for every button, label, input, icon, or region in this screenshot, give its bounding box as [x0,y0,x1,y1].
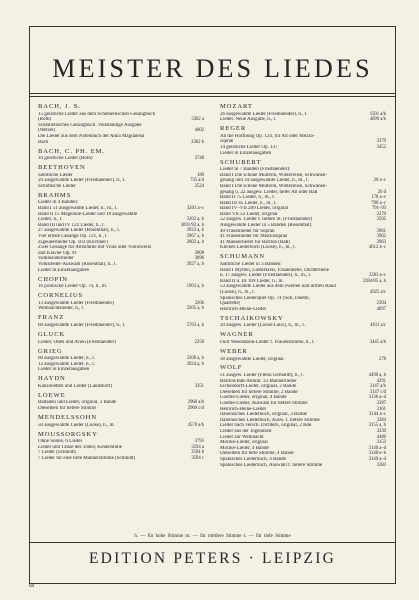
catalog-entry [38,456,204,462]
entry-title: 52 ausgew. Lieder f. tiefere St. (Friedlaender) [220,217,313,223]
entry-title: Spanisches Liederbuch, Auswahl f. tiefere Stimme [220,462,323,468]
edition-number: 791–93 [371,206,386,212]
edition-number: 3896 [194,256,204,262]
composer-heading: CORNELIUS [38,292,84,300]
entry-title: u. 17 ausgew. Lieder (Friedlaender), h., m., t. [220,273,312,279]
voice-key-footnote: h. — für hohe Stimme m. — für mittlere Stimme t. — für tiefe Stimme [134,534,291,539]
entry-title: (Loose), h., m., t. [220,289,255,295]
entry-title: gesang und 34 ausgewählte Lieder, h., m., t. [220,178,309,184]
edition-number: 20 a–c [373,178,386,184]
edition-number: 3924 a, b [186,361,204,367]
catalog-entry [38,384,204,390]
composer-heading: FRANZ [38,314,65,322]
title-rule [30,93,395,94]
catalog-entry [220,340,386,346]
entry-title: 15 geistliche Lieder aus dem Schemellischen Gesangbuch [38,111,156,117]
catalog-entry [38,184,204,190]
edition-number: 3339 [376,429,386,435]
edition-number: 3351 [194,383,204,389]
publisher-rule [30,542,395,543]
catalog-entry [220,245,386,251]
entry-title: Band IV–VII 289 Lieder, original [220,206,289,212]
entry-title: 27 ausgewählte Lieder (Rosenthal), h., t. [38,228,120,234]
entry-title: Mörike-Lieder, 4 Bände [220,445,269,451]
catalog-entry [38,268,204,274]
edition-number: 4490 a, b [368,373,386,379]
left-column [38,103,204,464]
entry-title: 41 Frauenlieder für Mezzosopran [220,234,288,240]
catalog-entry [38,284,204,290]
composer-heading: MOUSSORGSKY [38,430,98,438]
edition-number: 735 a/4 [190,178,204,184]
entry-title: 7 Lieder für eine tiefe Männerstimme (Schmidt) [38,455,136,461]
entry-title: Band I Die schöne Müllerin, Winterreise, Schwanen- [220,183,328,189]
right-column [220,103,386,471]
entry-title: Volkslieder-Auswahl (Rosenthal), h., t. [38,262,117,268]
entry-title: 50 ausgewählte Lieder (Loose), h., m. [38,422,115,428]
entry-title: 60 ausgewählte Lieder, h., t. [38,356,95,362]
edition-number: 4611 a/c [370,323,386,329]
edition-number: 4291 [376,378,386,384]
edition-number: 3144 a–c [368,412,386,418]
entry-title: Lieder. Neue Ausgabe, h., t. [220,117,277,123]
composer-heading: LOEWE [38,391,66,399]
composer-section [38,276,204,290]
edition-number: 3967 a, b [186,234,204,240]
catalog-entry [38,140,204,146]
entry-title: Lieder in Einzelausgaben [38,367,90,373]
catalog-entry [38,156,204,162]
entry-title: 13 ausgewählte Lieder (Friedlaender) [38,300,114,306]
entry-title: 14 geistliche Lieder Op. 137 [220,144,278,150]
entry-title: Band III und IV 122 Lieder, h., t. [38,222,105,228]
catalog-entry [38,406,204,412]
entry-title: 20 ausgew. Lieder (Loose-Laux), h., m., t. [220,323,306,329]
entry-title: Sämtliche Lieder in 3 Bänden: [220,262,282,268]
edition-number: 3201 a–c [186,206,204,212]
composer-heading: MOZART [220,103,253,110]
edition-number: 3149 a–d [368,456,386,462]
composer-section [220,331,386,345]
edition-number: 5763 a, b [186,322,204,328]
entry-title: Mörike-Lieder, original [220,440,268,446]
entry-title: Lieder zur Weihnacht [220,434,264,440]
entry-title: Vier ernste Gesänge Op. 121, h., t. [38,234,108,240]
page-number: 68 [29,584,34,589]
edition-number: 3927 a, b [186,262,204,268]
edition-number: 4699 a/b [369,117,386,123]
edition-number: 3961 [376,228,386,234]
edition-number: 3136 a–d [368,395,386,401]
edition-number: 3452 [376,144,386,150]
edition-number: 3691/92 a, b [180,222,204,228]
edition-number: 3140 a–d [368,445,386,451]
composer-section [38,103,204,145]
entry-title: Lieder, Oden und Arien (Friedlaender) [38,339,116,345]
edition-number: 3445 a/b [369,339,386,345]
entry-title: (Roth) [38,117,52,123]
entry-title: An die Hoffnung Op. 124, für Alt oder Mezzo- [220,133,315,139]
composer-heading: SCHUBERT [220,158,262,166]
entry-title: Kanzonetten und Lieder (Landshoff) [38,383,113,389]
composer-heading: BEETHOVEN [38,164,86,172]
composer-section [220,315,386,329]
entry-title: Lieder in Einzelausgaben [38,267,90,273]
entry-title: Lieder nach versch. Dichtern, original, 2 Bde. [220,423,313,429]
catalog-entry [38,340,204,346]
edition-number: 178 a–c [371,195,386,201]
composer-section [220,364,386,468]
edition-number: 3963 [376,239,386,245]
edition-number: 3962 [376,234,386,240]
entry-title: Kleines Liederbuch (Loose), h., m., t. [220,245,296,251]
composer-section [38,414,204,428]
composer-section [38,192,204,273]
composer-section [220,348,386,362]
entry-title: Bariton/Baß-Album: 33 Männerlieder [220,378,297,384]
entry-title: Schottische Lieder [38,183,76,189]
entry-title: Schemellisches Gesangbuch. Vollständige Ausgabe [38,122,142,128]
entry-title: Balladen und Lieder, original, 2 Bände [38,400,117,406]
entry-title: Lieder und Tänze des Todes; Kinderstube [38,444,122,450]
entry-title: Spanisches Liederbuch, 4 Bände [220,456,286,462]
entry-title: Band II u. III 169 Lieder, h., m. [220,278,284,284]
entry-title: 51 ausgew. Lieder (Fleiss Gerhardt), h., t. [220,373,304,379]
edition-number: 4612 a–c [368,245,386,251]
edition-number: 3147 c/d [369,389,386,395]
entry-title: Bach [38,139,49,145]
composer-section [38,314,204,328]
edition-number: 2524 [194,183,204,189]
entry-title: sopran [220,139,234,145]
entry-title: Fünf Wesendonk-Lieder f. Frauenstimme, h., t. [220,339,315,345]
composer-heading: REGER [220,125,247,133]
edition-number: 20 d [377,189,386,195]
composer-heading: WAGNER [220,331,254,339]
edition-number: 3594 c [191,455,204,461]
edition-number: 4570 a/b [187,422,204,428]
edition-number: 278 [378,356,386,362]
composer-section [38,375,204,389]
catalog-entry [38,423,204,429]
entry-title: Quartette) [220,301,241,307]
composer-heading: BACH, J. S. [38,103,81,110]
composer-heading: MENDELSSOHN [38,414,97,422]
entry-title: Italienisches Liederbuch, original, 3 Bände [220,412,307,418]
catalog-entry [220,357,386,363]
edition-number: 4602 [194,128,204,134]
edition-number [383,151,386,157]
composer-heading: BACH, C. PH. EM. [38,147,105,155]
edition-number: 2250 [194,339,204,345]
composer-heading: TSCHAIKOWSKY [220,314,284,322]
edition-number: 3008 [194,250,204,256]
entry-title: Band III 45 Lieder, h., m., t. [220,200,277,206]
composer-heading: WOLF [220,364,243,372]
composer-heading: SCHUMANN [220,253,265,261]
entry-title: Sämtliche Lieder [38,172,73,178]
edition-number: 3161 [376,406,386,412]
catalog-entry [220,151,386,157]
edition-number: 3155 a, b [368,423,386,429]
edition-number: 3384 [376,417,386,423]
composer-heading: CHOPIN [38,275,68,283]
edition-number: 3594 a [191,444,204,450]
entry-title: Weihnachtslieder, h., t. [38,306,85,312]
edition-number: 1501 a/b [369,111,386,117]
composer-heading: GRIEG [38,347,63,355]
edition-number: 3202 a, b [186,217,204,223]
entry-title: 10 geistliche Lieder (Roth) [38,156,93,162]
entry-title: Goethe-Lieder, Auswahl für tiefere Stimme [220,401,308,407]
entry-title: Band II 15 Magelone-Lieder und 18 ausgewählte [38,211,138,217]
entry-title: Band I 51 ausgewählte Lieder, h., m., t. [38,206,118,212]
composer-section [38,431,204,462]
entry-title: 41 Männerlieder für Bariton (Baß) [220,239,290,245]
composer-section [38,348,204,373]
entry-title: 7 Lieder (Schmidt) [38,450,77,456]
entry-title: und Klavier Op. 91 [38,250,77,256]
page-title: MEISTER DES LIEDES [52,54,373,83]
composer-section [220,103,386,123]
composer-section [220,125,386,156]
entry-title: Goethe-Lieder, original, 4 Bände [220,395,287,401]
entry-title: Dieselben für tiefere Stimme [38,406,97,412]
entry-title: 26 ausgewählte Lieder (Friedlaender), h., t. [220,111,308,117]
edition-number: 180 [196,172,204,178]
entry-title: Italienisches Liederbuch, Ausw. f. tiefere Stimme [220,417,320,423]
edition-number: 4897 [376,306,386,312]
catalog-entry [220,117,386,123]
entry-title: Band I Myrten, Liederkreis, Frauenliebe, Dichterliebe [220,267,330,273]
edition-number: 2602 a, b [186,239,204,245]
entry-title: Dieselben für tiefe Stimme, 4 Bände [220,451,294,457]
edition-number: 2960 c/d [187,406,204,412]
edition-number: 1903 a, b [186,284,204,290]
catalog-entry [38,367,204,373]
entry-title: Zwei Gesänge für Altstimme mit Viola oder Violoncello [38,245,152,251]
entry-title: Band VII 52 Lieder, original [220,211,278,217]
title-rule-thin [30,96,395,97]
edition-number: 4486 [376,434,386,440]
composer-heading: HAYDN [38,375,66,383]
catalog-entry [220,307,386,313]
edition-number: 3387 [376,401,386,407]
entry-title: Heinrich-Heine-Lieder [220,306,267,312]
edition-number [201,367,204,373]
edition-number: 3748 [194,156,204,162]
publisher-name: EDITION PETERS · LEIPZIG [89,550,336,567]
entry-title: Lieder aus der Jugendzeit [220,429,272,435]
edition-number: 3153 [376,440,386,446]
entry-title: Eichendorff-Lieder, original, 2 Bände [220,384,297,390]
entry-title: Volkskinderlieder [38,256,74,262]
catalog-entry [38,323,204,329]
entry-title: Lieder, h., t. [38,217,63,223]
edition-number: 3208 a, b [186,356,204,362]
entry-title: (Wetzel) [38,128,56,134]
edition-number: 3923 a, b [186,228,204,234]
composer-section [38,331,204,345]
edition-number: 2384/85 a, b [362,278,386,284]
page-frame [29,26,396,584]
edition-number: 3205 a, b [186,306,204,312]
entry-title: Ausgewählte Lieder in 5 Bänden (Rosenthal): [220,223,313,229]
entry-title: gesang u. 22 ausgew. Lieder, tiefer Alt oder Baß [220,189,318,195]
composer-section [38,392,204,412]
entry-title: 38 ausgewählte Lieder, original [220,356,284,362]
entry-title: Heinrich-Heine-Lieder [220,406,267,412]
entry-title: Lieder in 4 Bänden: [38,200,79,206]
entry-title: Lieder in 7 Bänden (Friedlaender): [220,167,291,173]
catalog-entry [38,306,204,312]
edition-number: 3594 b [191,450,204,456]
entry-title: 16 polnische Lieder Op. 74, h., m. [38,284,108,290]
edition-number: 3302 b [191,139,204,145]
edition-number: 3383 [376,462,386,468]
composer-heading: BRAHMS [38,191,72,199]
edition-number: 2960 a/b [187,400,204,406]
entry-title: 20 ausgewählte Lieder (Friedlaender), h., t. [38,178,126,184]
entry-title: Die Lieder aus dem Notenbuch der Anna Magdalena [38,133,145,139]
composer-section [38,148,204,162]
composer-heading: GLUCK [38,330,66,338]
edition-number: 3302 a [191,117,204,123]
edition-number: 3147 a/b [369,384,386,390]
entry-title: Band II 75 Lieder, h., m., t. [220,195,276,201]
composer-section [38,292,204,312]
entry-title: Spanisches Liederspiel Op. 74 (Soli, Duette, [220,295,310,301]
catalog-entry [220,463,386,469]
edition-number: 3140 e–h [368,451,386,457]
edition-number: 4925 a/c [369,289,386,295]
entry-title: Ohne Sonne, 6 Lieder [38,439,83,445]
edition-number: 2383 a–c [368,273,386,279]
edition-number: 3793 [194,439,204,445]
entry-title: Lieder in Einzelausgaben [220,150,272,156]
edition-number: 2270 [376,211,386,217]
composer-section [220,159,386,252]
entry-title: Band I Die schöne Müllerin, Winterreise, Schwanen- [220,172,328,178]
composer-section [220,253,386,312]
catalog-entry [220,323,386,329]
edition-number [201,268,204,274]
edition-number: 2394 [376,301,386,307]
composer-heading: WEBER [220,347,248,355]
entry-title: 60 ausgewählte Lieder (Friedlaender), h., t. [38,322,126,328]
entry-title: 12 ausgewählte Lieder, h., t. [38,361,95,367]
entry-title: 40 Frauenlieder für Sopran [220,228,275,234]
edition-number: 3206 [194,300,204,306]
edition-number: 790 a–c [371,200,386,206]
entry-title: Zigeunerlieder Op. 103 (Kirchner) [38,239,108,245]
edition-number: 3505 [376,217,386,223]
entry-title: 53 ausgewählte Lieder aus dem zweiten und dritten Band [220,284,336,290]
composer-section [38,164,204,189]
edition-number: 3379 [376,139,386,145]
entry-title: Dieselben für tiefere Stimme, 2 Bände [220,389,298,395]
